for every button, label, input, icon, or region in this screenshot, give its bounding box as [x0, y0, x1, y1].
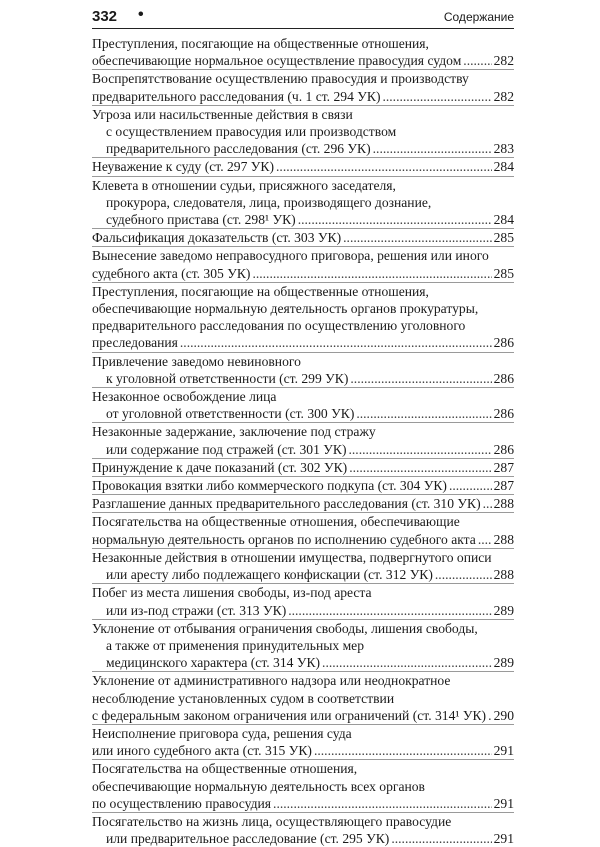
toc-entry[interactable] [92, 620, 514, 673]
toc-entry[interactable] [92, 423, 514, 458]
toc-entry-text: судебного пристава (ст. 298¹ УК) [106, 212, 296, 228]
toc-page-number: 286 [493, 441, 514, 457]
toc-page-number: 286 [493, 335, 514, 351]
toc-entry-text: Незаконное освобождение лица [92, 389, 277, 405]
toc-entry-text: Посягательства на общественные отношения, [92, 761, 358, 777]
toc-entry-line [92, 317, 514, 334]
toc-leader-dots [356, 405, 491, 422]
toc-leader-dots [373, 140, 492, 157]
bullet-icon: • [138, 6, 144, 23]
toc-entry-line [92, 123, 514, 140]
toc-leader-dots [288, 602, 491, 619]
toc-entry-text: нормальную деятельность органов по исполнению судебного акта [92, 531, 476, 547]
toc-entry[interactable] [92, 177, 514, 230]
toc-entry-text: по осуществлению правосудия [92, 795, 272, 811]
toc-entry-text: обеспечивающие нормальную деятельность органов прокуратуры, [92, 301, 479, 317]
toc-entry-line [92, 813, 514, 830]
toc-entry-line [92, 602, 514, 619]
toc-leader-dots [322, 654, 492, 671]
toc-entry[interactable] [92, 247, 514, 282]
toc-leader-dots [463, 52, 491, 69]
toc-entry-line [92, 742, 514, 759]
toc-entry[interactable] [92, 106, 514, 159]
toc-entry-text: или иного судебного акта (ст. 315 УК) [92, 743, 312, 759]
toc-page-number: 291 [493, 795, 514, 811]
toc-entry-text: Разглашение данных предварительного расследования (ст. 310 УК) [92, 496, 481, 512]
toc-entry-line [92, 778, 514, 795]
toc-leader-dots [391, 830, 491, 847]
toc-entry[interactable] [92, 35, 514, 70]
toc-entry-text: обеспечивающие нормальную деятельность всех органов [92, 778, 425, 794]
toc-entry-line [92, 52, 514, 69]
toc-entry[interactable] [92, 459, 514, 477]
toc-page-number: 282 [493, 53, 514, 69]
toc-entry[interactable] [92, 283, 514, 353]
toc-entry-line [92, 211, 514, 228]
toc-entry[interactable] [92, 760, 514, 813]
toc-entry-text: Посягательства на общественные отношения, обеспечивающие [92, 514, 460, 530]
toc-entry-text: с осуществлением правосудия или производством [106, 124, 397, 140]
toc-entry-text: Преступления, посягающие на общественные отношения, [92, 36, 429, 51]
toc-entry-text: Принуждение к даче показаний (ст. 302 УК) [92, 459, 348, 475]
toc-entry-text: Посягательство на жизнь лица, осуществляющего правосудие [92, 813, 452, 829]
toc-leader-dots [273, 795, 492, 812]
toc-entry-line [92, 654, 514, 671]
toc-entry-text: Побег из места лишения свободы, из-под ареста [92, 585, 372, 601]
page-number: 332 [92, 8, 118, 25]
toc-leader-dots [252, 265, 491, 282]
toc-entry-line [92, 423, 514, 440]
toc-page-number: 285 [493, 265, 514, 281]
toc-entry-text: или из-под стражи (ст. 313 УК) [106, 602, 287, 618]
toc-entry[interactable] [92, 158, 514, 176]
toc-entry-text: несоблюдение установленных судом в соответствии [92, 690, 395, 706]
toc-entry-text: к уголовной ответственности (ст. 299 УК) [106, 370, 349, 386]
toc-entry-text: прокурора, следователя, лица, производящего дознание, [106, 194, 432, 210]
toc-entry-line [92, 70, 514, 87]
toc-entry-text: Неисполнение приговора суда, решения суда [92, 725, 352, 741]
toc-entry-line [92, 177, 514, 194]
toc-leader-dots [298, 211, 492, 228]
toc-entry-text: или предварительное расследование (ст. 295 УК) [106, 831, 390, 847]
toc-entry-text: медицинского характера (ст. 314 УК) [106, 655, 321, 671]
toc-entry-text: Клевета в отношении судьи, присяжного заседателя, [92, 177, 396, 193]
page-header [92, 6, 514, 29]
toc-entry-text: Провокация взятки либо коммерческого подкупа (ст. 304 УК) [92, 478, 447, 494]
toc-entry-line [92, 106, 514, 123]
toc-entry-line [92, 459, 514, 476]
toc-entry-line [92, 140, 514, 157]
toc-leader-dots [180, 334, 492, 351]
toc-entry-line [92, 441, 514, 458]
toc-entry-line [92, 725, 514, 742]
toc-page-number: 288 [493, 531, 514, 547]
toc-entry[interactable] [92, 70, 514, 105]
toc-entry[interactable] [92, 584, 514, 619]
toc-entry-line [92, 353, 514, 370]
toc-entry-text: от уголовной ответственности (ст. 300 УК) [106, 406, 355, 422]
toc-page-number: 286 [493, 406, 514, 422]
toc-entry-text: Уклонение от отбывания ограничения свободы, лишения свободы, [92, 620, 478, 636]
toc-entry-text: Воспрепятствование осуществлению правосудия и производству [92, 71, 469, 87]
toc-entry-line [92, 477, 514, 494]
toc-entry-line [92, 495, 514, 512]
toc-entry-line [92, 300, 514, 317]
toc-leader-dots [349, 441, 492, 458]
toc-leader-dots [435, 566, 492, 583]
section-title: Содержание [443, 10, 514, 24]
toc-entry-text: преследования [92, 335, 178, 351]
table-of-contents [92, 35, 514, 847]
toc-leader-dots [483, 495, 492, 512]
toc-entry[interactable] [92, 229, 514, 247]
toc-entry-text: предварительного расследования (ч. 1 ст. 294 УК) [92, 88, 381, 104]
toc-entry-line [92, 672, 514, 689]
toc-leader-dots [314, 742, 492, 759]
toc-entry[interactable] [92, 549, 514, 584]
toc-entry-line [92, 531, 514, 548]
toc-entry-line [92, 334, 514, 351]
toc-leader-dots [382, 88, 491, 105]
toc-entry-text: Угроза или насильственные действия в связи [92, 106, 353, 122]
toc-entry-line [92, 795, 514, 812]
toc-entry[interactable] [92, 353, 514, 388]
toc-entry-line [92, 194, 514, 211]
toc-leader-dots [478, 531, 492, 548]
toc-page-number: 291 [493, 743, 514, 759]
toc-entry[interactable] [92, 477, 514, 495]
toc-entry-line [92, 637, 514, 654]
toc-entry-text: обеспечивающие нормальное осуществление правосудия судом [92, 53, 462, 69]
toc-entry-text: или аресту либо подлежащего конфискации (ст. 312 УК) [106, 567, 433, 583]
toc-page-number: 285 [493, 230, 514, 246]
toc-entry-text: судебного акта (ст. 305 УК) [92, 265, 251, 281]
toc-entry-text: Фальсификация доказательств (ст. 303 УК) [92, 230, 342, 246]
toc-entry-line [92, 690, 514, 707]
toc-entry-line [92, 265, 514, 282]
toc-leader-dots [488, 707, 492, 724]
toc-entry-text: с федеральным законом ограничения или ограничений (ст. 314¹ УК) [92, 707, 487, 723]
toc-entry-text: Незаконные действия в отношении имущества, подвергнутого описи [92, 549, 492, 565]
toc-page-number: 284 [493, 159, 514, 175]
toc-entry-text: Преступления, посягающие на общественные отношения, [92, 283, 429, 299]
toc-entry[interactable] [92, 672, 514, 725]
toc-entry-line [92, 158, 514, 175]
toc-entry-text: предварительного расследования по осуществлению уголовного [92, 318, 466, 334]
toc-entry-line [92, 584, 514, 601]
toc-entry-text: Вынесение заведомо неправосудного приговора, решения или иного [92, 248, 489, 264]
toc-page-number: 289 [493, 655, 514, 671]
toc-entry-text: Уклонение от административного надзора или неоднократное [92, 673, 451, 689]
toc-entry-text: Привлечение заведомо невиновного [92, 353, 301, 369]
toc-entry-line [92, 513, 514, 530]
toc-entry-line [92, 830, 514, 847]
toc-entry[interactable] [92, 725, 514, 760]
toc-page-number: 287 [493, 459, 514, 475]
toc-entry[interactable] [92, 495, 514, 513]
toc-page-number: 287 [493, 478, 514, 494]
toc-entry-line [92, 388, 514, 405]
toc-entry-line [92, 35, 514, 52]
toc-entry-line [92, 247, 514, 264]
toc-entry-line [92, 283, 514, 300]
toc-page-number: 282 [493, 88, 514, 104]
toc-entry[interactable] [92, 513, 514, 548]
toc-entry-line [92, 88, 514, 105]
toc-entry-line [92, 620, 514, 637]
toc-leader-dots [350, 370, 491, 387]
toc-entry-line [92, 549, 514, 566]
toc-entry-text: Незаконные задержание, заключение под стражу [92, 424, 376, 440]
toc-entry-text: а также от применения принудительных мер [106, 637, 365, 653]
toc-entry-text: предварительного расследования (ст. 296 УК) [106, 141, 371, 157]
toc-entry-text: или содержание под стражей (ст. 301 УК) [106, 441, 347, 457]
toc-entry-text: Неуважение к суду (ст. 297 УК) [92, 159, 275, 175]
toc-page-number: 291 [493, 831, 514, 847]
toc-entry[interactable] [92, 388, 514, 423]
toc-entry-line [92, 760, 514, 777]
toc-entry-line [92, 707, 514, 724]
toc-page-number: 283 [493, 141, 514, 157]
toc-leader-dots [449, 477, 492, 494]
toc-entry-line [92, 566, 514, 583]
toc-page-number: 286 [493, 370, 514, 386]
toc-page-number: 284 [493, 212, 514, 228]
toc-entry-line [92, 370, 514, 387]
toc-page-number: 288 [493, 496, 514, 512]
toc-page-number: 288 [493, 567, 514, 583]
toc-leader-dots [276, 158, 492, 175]
toc-entry-line [92, 229, 514, 246]
toc-leader-dots [343, 229, 491, 246]
toc-entry[interactable] [92, 813, 514, 847]
toc-page-number: 290 [493, 707, 514, 723]
toc-entry-line [92, 405, 514, 422]
toc-leader-dots [349, 459, 491, 476]
toc-page-number: 289 [493, 602, 514, 618]
